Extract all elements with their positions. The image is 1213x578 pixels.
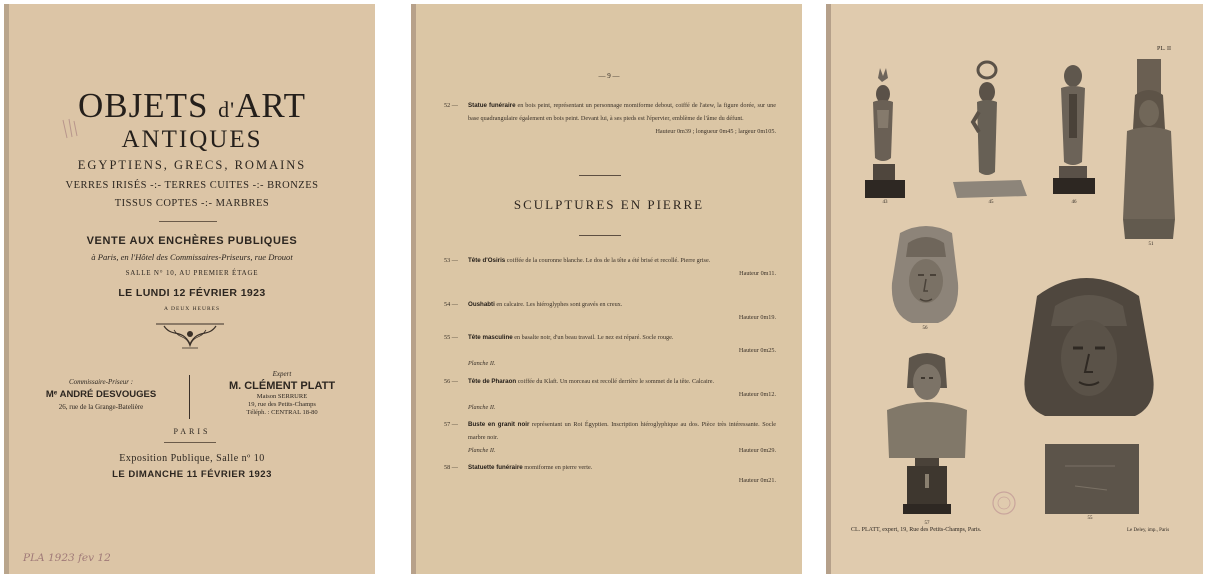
section-title: SCULPTURES EN PIERRE xyxy=(513,197,705,212)
exhibition-date: LE DIMANCHE 11 FÉVRIER 1923 xyxy=(112,469,272,480)
isis-statuette-image xyxy=(949,62,1029,196)
entry-title: Tête d'Osiris xyxy=(468,257,506,264)
library-stamp-image xyxy=(991,490,1017,516)
ptah-statuette-image xyxy=(1049,62,1099,198)
figure-number: 46 xyxy=(1071,200,1077,205)
entry-dimensions: Hauteur 0m25. xyxy=(738,347,776,354)
catalogue-cover-page xyxy=(4,4,375,574)
plate-footer-printer: Le Deley, imp., Paris xyxy=(1127,528,1170,533)
cover-materials-line2: TISSUS COPTES -:- MARBRES xyxy=(114,198,270,209)
section-rule-bottom xyxy=(579,235,621,236)
entry-description: en basalte noir, d'un beau travail. Le nez est réparé. Socle rouge. xyxy=(512,334,674,341)
expert-house: Maison SERRURE xyxy=(256,393,308,400)
expert-role: Expert xyxy=(272,370,292,378)
figure-number: 43 xyxy=(882,200,888,205)
cover-title xyxy=(9,86,375,126)
kneeling-figure-image xyxy=(1117,59,1181,243)
cover-subtitle: ANTIQUES xyxy=(121,126,263,153)
entry-number: 56 — xyxy=(444,378,458,385)
ornament-vignette xyxy=(154,320,226,350)
auctioneer-role: Commissaire-Priseur : xyxy=(68,378,134,386)
entry-number: 55 — xyxy=(444,334,458,341)
entry-dimensions: Hauteur 0m29. xyxy=(738,447,776,454)
entry-number: 54 — xyxy=(444,301,458,308)
sale-heading: VENTE AUX ENCHÈRES PUBLIQUES xyxy=(86,235,298,247)
expert-name: M. CLÉMENT PLATT xyxy=(228,380,336,392)
section-rule-top xyxy=(579,175,621,176)
cover-rule xyxy=(159,221,217,222)
entry-description: représentant un Roi Égyptien. Inscription hiéroglyphique au dos. Pièce très intéressante. Socle marbre noir. xyxy=(468,421,776,441)
entry-dimensions: Hauteur 0m21. xyxy=(738,477,776,484)
entry-number: 58 — xyxy=(444,464,458,471)
entry-description: en bois peint, représentant un personnage momiforme debout, coiffé de l'atew, la figure dorée, sur une base quadrangulaire également en bois peint. Devant lui, à ses pieds est l'épervier, emblème de l'âme du défunt. xyxy=(468,102,777,122)
entry-plate-ref: Planche II. xyxy=(468,447,496,454)
sale-time: A DEUX HEURES xyxy=(163,306,221,312)
catalog-entry-52 xyxy=(444,99,777,138)
expert-block xyxy=(192,370,372,416)
pharaoh-head-image xyxy=(884,223,966,327)
cover-column-divider xyxy=(189,375,190,419)
entry-description: momiforme en pierre verte. xyxy=(522,464,593,471)
cover-title-objets: OBJETS xyxy=(77,86,209,125)
auctioneer-name: Mᵉ ANDRÉ DESVOUGES xyxy=(45,389,157,400)
figure-number: 51 xyxy=(1148,242,1154,247)
entry-description: coiffée de la couronne blanche. Le dos de la tête a été brisé et recollé. Pierre grise. xyxy=(505,257,711,264)
cover-rule-2 xyxy=(164,442,216,443)
entry-plate-ref: Planche II. xyxy=(468,360,496,367)
sale-location: à Paris, en l'Hôtel des Commissaires-Priseurs, rue Drouot xyxy=(91,252,293,262)
osiris-statuette-image xyxy=(861,68,909,200)
catalog-entry-56 xyxy=(444,375,776,411)
entry-title: Tête masculine xyxy=(468,334,513,341)
sale-date: LE LUNDI 12 FÉVRIER 1923 xyxy=(118,287,266,299)
entry-number: 57 — xyxy=(444,421,458,428)
basalt-head-image xyxy=(1015,266,1165,522)
entry-description: en calcaire. Les hiéroglyphes sont gravés en creux. xyxy=(494,301,623,308)
city-label: PARIS xyxy=(173,427,211,436)
entry-title: Buste en granit noir xyxy=(468,421,530,428)
entry-description: coiffée du Klaft. Un morceau est recollé derrière le sommet de la tête. Calcaire. xyxy=(516,378,715,385)
expert-phone: Téléph. : CENTRAL 18-80 xyxy=(246,409,318,416)
entry-dimensions: Hauteur 0m12. xyxy=(738,391,776,398)
entry-title: Statue funéraire xyxy=(468,102,516,109)
entry-dimensions: Hauteur 0m19. xyxy=(738,314,776,321)
entry-number: 52 — xyxy=(444,102,458,109)
exhibition-label: Exposition Publique, Salle nº 10 xyxy=(119,453,265,464)
entry-dimensions: Hauteur 0m39 ; longueur 0m45 ; largeur 0m105. xyxy=(655,128,776,135)
catalog-entry-53 xyxy=(444,254,776,280)
expert-address: 19, rue des Petits-Champs xyxy=(248,401,316,408)
plate-label: PL. II xyxy=(1157,46,1171,52)
page-number: — 9 — xyxy=(598,72,620,80)
entry-number: 53 — xyxy=(444,257,458,264)
entry-plate-ref: Planche II. xyxy=(468,404,496,411)
cover-title-d: d' xyxy=(218,97,236,122)
handwritten-shelfmark: PLA 1923 fev 12 xyxy=(23,552,111,564)
entry-title: Tête de Pharaon xyxy=(468,378,517,385)
cover-materials-line1: VERRES IRISÉS -:- TERRES CUITES -:- BRONZES xyxy=(65,180,319,191)
entry-title: Statuette funéraire xyxy=(468,464,523,471)
entry-title: Oushabti xyxy=(468,301,495,308)
sale-room: SALLE N° 10, AU PREMIER ÉTAGE xyxy=(125,269,259,277)
granite-bust-image xyxy=(881,348,973,520)
catalog-entry-54 xyxy=(444,298,776,324)
cover-origins: EGYPTIENS, GRECS, ROMAINS xyxy=(77,158,307,172)
catalog-entry-57 xyxy=(444,418,776,457)
catalog-entry-55 xyxy=(444,331,776,367)
entry-dimensions: Hauteur 0m11. xyxy=(739,270,776,277)
figure-number: 55 xyxy=(1087,516,1093,521)
catalogue-text-page xyxy=(411,4,802,574)
plate-footer-credit: CL. PLATT, expert, 19, Rue des Petits-Champs, Paris. xyxy=(851,527,982,533)
figure-number: 57 xyxy=(924,521,930,526)
auctioneer-address: 26, rue de la Grange-Batelière xyxy=(58,403,144,411)
figure-number: 56 xyxy=(922,326,928,331)
figure-number: 45 xyxy=(988,200,994,205)
cover-title-art: ART xyxy=(235,86,307,125)
photographic-plate-page xyxy=(826,4,1203,574)
catalog-entry-58 xyxy=(444,461,776,487)
auctioneer-block xyxy=(21,378,181,411)
